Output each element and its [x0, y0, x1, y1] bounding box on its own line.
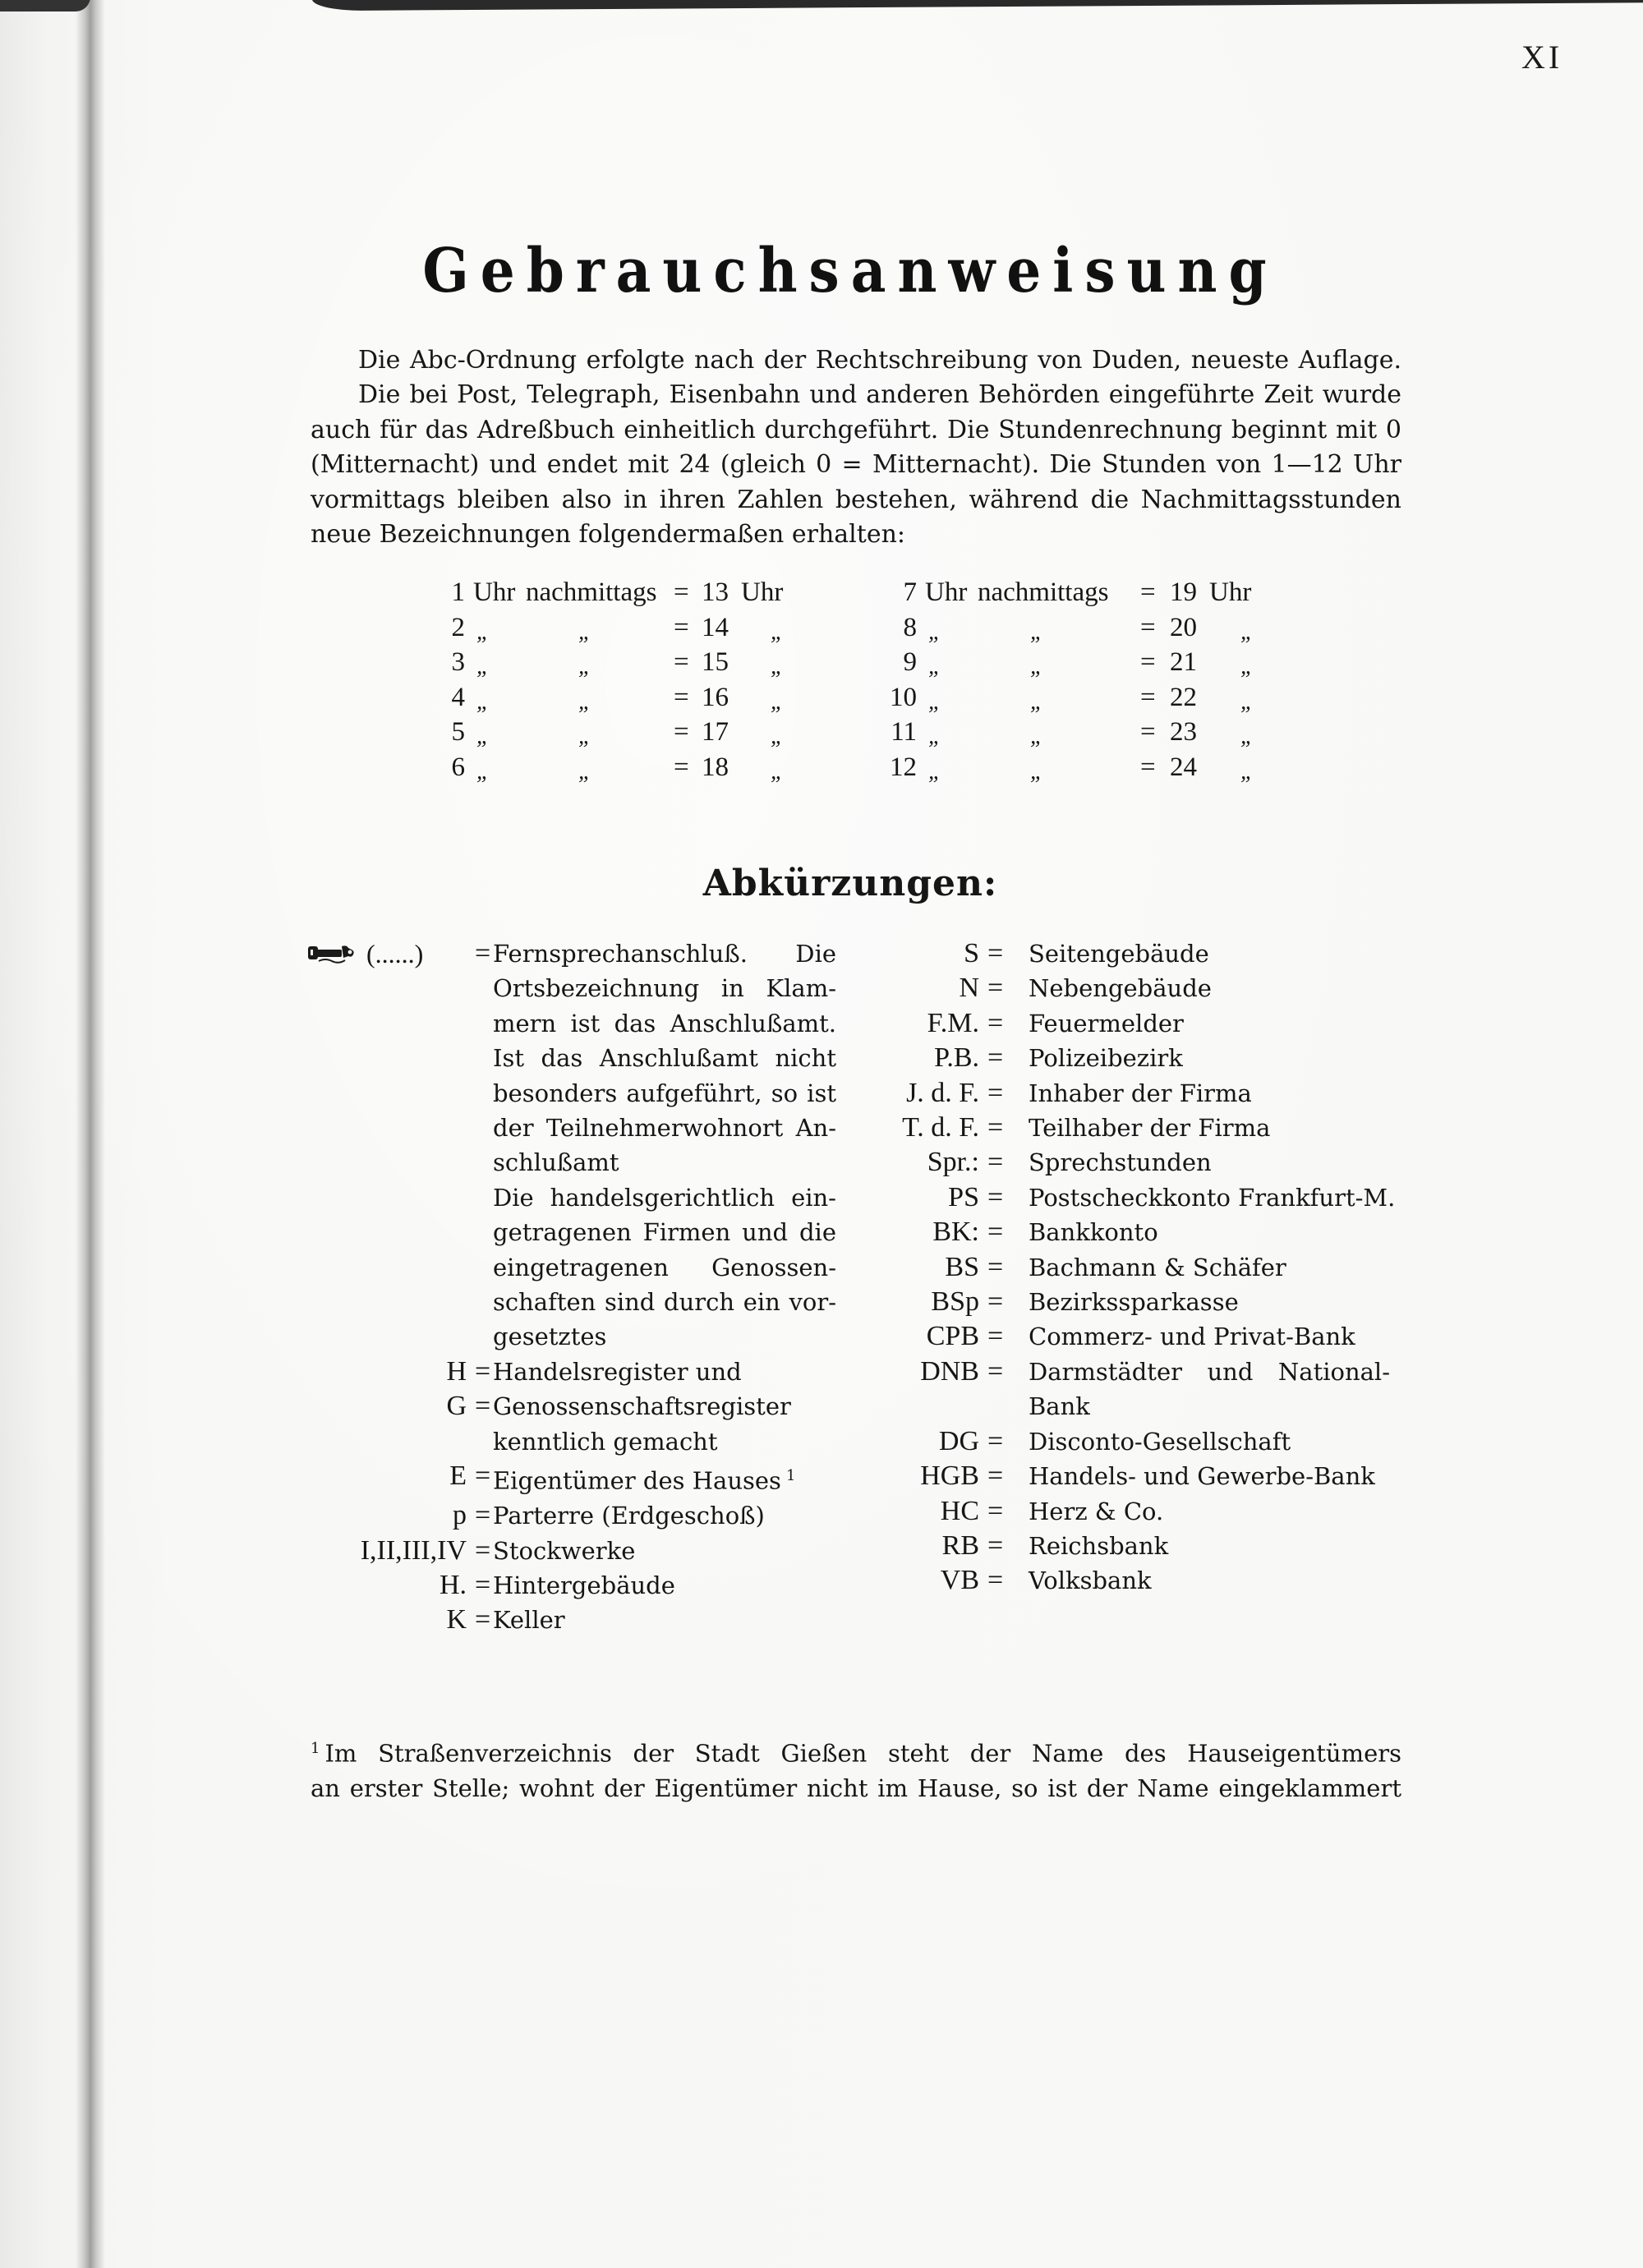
abbreviation-key: p — [453, 1500, 467, 1531]
ditto-mark: „ — [771, 758, 784, 784]
equals: = — [674, 682, 689, 712]
page-corner — [0, 0, 90, 12]
ditto-mark: „ — [928, 688, 941, 715]
abbreviation-meaning: Keller — [493, 1606, 565, 1635]
abbreviation-row — [296, 1568, 838, 1603]
hour: 11 — [891, 717, 917, 748]
equals: = — [987, 1425, 1004, 1456]
text-line: getragenen Firmen und die — [493, 1218, 836, 1247]
abbreviation-row — [296, 1459, 838, 1498]
abbreviation-key: J. d. F. — [906, 1077, 979, 1108]
abbreviation-row — [854, 1215, 1429, 1249]
equals: = — [674, 752, 689, 782]
ditto-mark: „ — [578, 654, 591, 680]
equals: = — [475, 1500, 491, 1531]
ditto-mark: „ — [928, 619, 941, 645]
abbreviation-key: BS — [945, 1251, 979, 1282]
abbreviation-meaning: Feuermelder — [1029, 1009, 1184, 1037]
text-line: Die handelsgerichtlich ein- — [493, 1183, 836, 1212]
hour: 12 — [890, 752, 917, 782]
converted-hour: 13 — [702, 577, 729, 607]
ditto-mark: „ — [771, 654, 784, 680]
hour: 3 — [451, 647, 465, 678]
hour: 4 — [451, 682, 465, 712]
uhr-label: Uhr — [741, 577, 784, 607]
abbreviation-row — [854, 1006, 1429, 1041]
abbreviation-key: DNB — [920, 1355, 979, 1387]
ditto-mark: „ — [1240, 758, 1254, 784]
equals: = — [987, 1530, 1004, 1561]
text-line: besonders aufgeführt, so ist — [493, 1079, 836, 1107]
footnote-mark: 1 — [311, 1740, 320, 1757]
ditto-mark: „ — [578, 688, 591, 715]
abbreviation-key: S — [964, 938, 979, 968]
converted-hour: 14 — [702, 612, 729, 642]
equals: = — [475, 1604, 491, 1635]
ditto-mark: „ — [771, 724, 784, 750]
ditto-mark: „ — [578, 619, 591, 645]
abbreviation-key: BK: — [932, 1217, 979, 1248]
abbreviation-key: K — [446, 1604, 467, 1635]
abbreviation-key: G — [446, 1391, 467, 1422]
equals: = — [674, 577, 689, 607]
text-line: mern ist das Anschlußamt. — [493, 1009, 836, 1037]
equals: = — [1140, 612, 1156, 642]
abbreviation-row — [854, 936, 1429, 971]
telephone-receiver-icon — [307, 943, 357, 966]
abbreviation-meaning: Herz & Co. — [1029, 1497, 1164, 1525]
abbreviation-key: PS — [948, 1181, 979, 1212]
abbreviation-meaning — [493, 1459, 836, 1498]
footnote-reference[interactable]: 1 — [785, 1467, 796, 1485]
hour: 5 — [451, 717, 465, 748]
abbreviation-key: RB — [941, 1530, 979, 1561]
footnote-line — [311, 1732, 1401, 1771]
abbreviation-key: DG — [938, 1425, 979, 1456]
abbreviation-row — [854, 1459, 1429, 1493]
ditto-mark: „ — [1240, 724, 1254, 750]
text-line: gesetztes — [493, 1323, 607, 1351]
hour: 1 — [451, 577, 465, 607]
equals: = — [987, 1042, 1004, 1074]
equals: = — [674, 647, 689, 678]
equals: = — [475, 1355, 491, 1387]
ditto-mark: „ — [578, 724, 591, 750]
abbreviation-key: Spr.: — [927, 1147, 979, 1178]
abbreviation-key: T. d. F. — [902, 1112, 979, 1143]
intro-text — [311, 343, 1401, 552]
equals: = — [987, 1565, 1004, 1596]
abbreviations-heading: Abkürzungen: — [702, 863, 998, 904]
equals: = — [1140, 682, 1156, 712]
abbreviation-meaning: Teilhaber der Firma — [1029, 1114, 1271, 1143]
ditto-mark: „ — [476, 619, 490, 645]
abbreviation-row — [854, 1424, 1429, 1459]
equals: = — [987, 1147, 1004, 1178]
abbreviation-key: H. — [439, 1569, 467, 1600]
converted-hour: 22 — [1170, 682, 1197, 712]
intro-paragraph-1: Die Abc-Ordnung erfolgte nach der Rechtschreibung von Duden, neueste Auflage. — [358, 346, 1401, 375]
footnote-line: an erster Stelle; wohnt der Eigentümer nicht im Hause, so ist der Name eingeklammert — [311, 1773, 1401, 1802]
converted-hour: 17 — [702, 717, 729, 748]
text-line: schlußamt — [493, 1148, 619, 1177]
converted-hour: 19 — [1170, 577, 1197, 607]
abbreviation-meaning: Darmstädter und National-Bank — [1029, 1357, 1390, 1421]
abbreviation-key: N — [959, 973, 979, 1004]
page-top-edge — [0, 0, 1643, 12]
equals: = — [475, 1534, 491, 1566]
abbreviation-row — [854, 1076, 1429, 1111]
text-line: Ortsbezeichnung in Klam- — [493, 974, 836, 1003]
ditto-mark: „ — [578, 758, 591, 784]
abbreviation-row — [854, 1529, 1429, 1563]
abbreviation-meaning: Hintergebäude — [493, 1571, 675, 1599]
afternoon-label: nachmittags — [526, 577, 657, 607]
equals: = — [987, 1181, 1004, 1212]
afternoon-label: nachmittags — [978, 577, 1109, 607]
equals: = — [987, 1286, 1004, 1318]
text-line: eingetragenen Genossen- — [493, 1253, 836, 1281]
abbreviation-meaning: Postscheckkonto Frankfurt-M. — [1029, 1183, 1396, 1212]
abbreviation-row — [854, 1111, 1429, 1145]
page-number: XI — [1521, 39, 1563, 76]
abbreviation-meaning: Sprechstunden — [1029, 1148, 1212, 1177]
meaning-text: Eigentümer des Hauses — [493, 1466, 781, 1495]
abbreviation-row — [854, 1145, 1429, 1180]
abbreviation-key: CPB — [926, 1321, 979, 1352]
equals: = — [475, 1461, 491, 1492]
abbreviation-meaning: Reichsbank — [1029, 1531, 1169, 1560]
text-line: Ist das Anschlußamt nicht — [493, 1044, 836, 1073]
hour: 8 — [903, 612, 917, 642]
abbreviation-key: I,II,III,IV — [360, 1534, 467, 1566]
text-line: schaften sind durch ein vor- — [493, 1288, 836, 1317]
book-binding-shadow — [76, 0, 105, 2268]
converted-hour: 18 — [702, 752, 729, 782]
converted-hour: 20 — [1170, 612, 1197, 642]
abbreviations-right-column — [854, 936, 1429, 1599]
ditto-mark: „ — [928, 724, 941, 750]
abbreviation-key: E — [449, 1461, 467, 1492]
converted-hour: 23 — [1170, 717, 1197, 748]
abbreviation-meaning: Seitengebäude — [1029, 940, 1209, 968]
footnote-text: Im Straßenverzeichnis der Stadt Gießen steht der Name des Hauseigentümers — [324, 1739, 1401, 1768]
abbreviation-meaning: Bezirkssparkasse — [1029, 1288, 1239, 1317]
ditto-mark: „ — [1030, 724, 1043, 750]
hour: 10 — [890, 682, 917, 712]
equals: = — [987, 973, 1004, 1004]
abbreviation-row — [854, 1319, 1429, 1354]
abbreviation-row — [854, 1180, 1429, 1215]
abbreviation-key: H — [446, 1355, 467, 1387]
abbreviation-meaning: Commerz- und Privat-Bank — [1029, 1323, 1355, 1351]
ditto-mark: „ — [928, 654, 941, 680]
intro-paragraph-2: Die bei Post, Telegraph, Eisenbahn und anderen Behörden eingeführte Zeit wurde auch für das Adreßbuch einheitlich durchgeführt. Die Stundenrechnung beginnt mit 0 (Mitternacht) und endet mit 24 (gleich 0 = Mitternacht). Die Stunden von 1—12 Uhr vormittags bleiben also in ihren Zahlen bestehen, während die Nachmittagsstunden neue Bezeichnungen folgendermaßen erhalten: — [311, 380, 1401, 550]
abbreviation-key: BSp — [931, 1286, 979, 1318]
equals: = — [1140, 577, 1156, 607]
abbreviation-meaning: Bankkonto — [1029, 1218, 1158, 1247]
abbreviation-meaning: Handels- und Gewerbe-Bank — [1029, 1462, 1375, 1491]
equals: = — [987, 1461, 1004, 1492]
uhr-label: Uhr — [473, 577, 516, 607]
abbreviation-key: P.B. — [934, 1042, 979, 1074]
equals: = — [475, 1569, 491, 1600]
text-line: Fernsprechanschluß. Die — [493, 940, 836, 968]
hour: 9 — [903, 647, 917, 678]
abbreviation-key: VB — [940, 1565, 979, 1596]
equals: = — [674, 612, 689, 642]
converted-hour: 21 — [1170, 647, 1197, 678]
abbreviation-meaning: Disconto-Gesellschaft — [1029, 1427, 1291, 1456]
abbreviation-meaning: Nebengebäude — [1029, 974, 1212, 1003]
page-title: Gebrauchsanweisung — [422, 234, 1278, 306]
equals: = — [987, 1355, 1004, 1387]
text-line: der Teilnehmerwohnort An- — [493, 1114, 836, 1143]
ditto-mark: „ — [1030, 654, 1043, 680]
abbreviation-key: HGB — [920, 1461, 979, 1492]
ditto-mark: „ — [928, 758, 941, 784]
abbreviation-phone-description — [493, 936, 836, 1355]
ditto-mark: „ — [476, 758, 490, 784]
equals: = — [987, 1112, 1004, 1143]
uhr-label: Uhr — [1209, 577, 1252, 607]
equals: = — [1140, 752, 1156, 782]
ditto-mark: „ — [1240, 619, 1254, 645]
equals: = — [987, 1321, 1004, 1352]
abbreviation-meaning: Bachmann & Schäfer — [1029, 1253, 1286, 1281]
abbreviation-row — [296, 1355, 838, 1389]
abbreviation-phone — [296, 936, 838, 1355]
abbreviation-meaning: Stockwerke — [493, 1536, 636, 1565]
abbreviation-meaning: Polizeibezirk — [1029, 1044, 1183, 1073]
equals: = — [987, 1217, 1004, 1248]
hour: 7 — [903, 577, 917, 607]
footnote — [311, 1732, 1401, 1806]
abbreviation-row — [296, 1603, 838, 1637]
abbreviation-meaning: Inhaber der Firma — [1029, 1079, 1252, 1107]
equals: = — [475, 1391, 491, 1422]
equals: = — [987, 1007, 1004, 1038]
abbreviation-row — [854, 1250, 1429, 1285]
abbreviation-row — [854, 1563, 1429, 1598]
abbreviation-meaning: Parterre (Erdgeschoß) — [493, 1502, 765, 1530]
abbreviation-row — [296, 1389, 838, 1459]
ditto-mark: „ — [771, 619, 784, 645]
abbreviation-row — [296, 1498, 838, 1533]
converted-hour: 16 — [702, 682, 729, 712]
hour: 6 — [451, 752, 465, 782]
phone-number-placeholder: (......) — [366, 939, 424, 968]
uhr-label: Uhr — [925, 577, 968, 607]
ditto-mark: „ — [476, 688, 490, 715]
converted-hour: 24 — [1170, 752, 1197, 782]
abbreviation-row — [296, 1534, 838, 1568]
ditto-mark: „ — [1240, 688, 1254, 715]
abbreviation-row — [854, 971, 1429, 1005]
abbreviation-key: F.M. — [927, 1007, 979, 1038]
equals: = — [987, 1251, 1004, 1282]
abbreviation-meaning: Genossenschaftsregister kenntlich gemacht — [493, 1392, 791, 1456]
equals: = — [475, 938, 491, 968]
ditto-mark: „ — [476, 724, 490, 750]
ditto-mark: „ — [1030, 758, 1043, 784]
equals: = — [987, 1495, 1004, 1526]
abbreviation-row — [854, 1494, 1429, 1529]
converted-hour: 15 — [702, 647, 729, 678]
ditto-mark: „ — [1030, 619, 1043, 645]
equals: = — [674, 717, 689, 748]
abbreviations-left-column — [296, 936, 838, 1638]
abbreviation-row — [854, 1355, 1429, 1424]
ditto-mark: „ — [476, 654, 490, 680]
ditto-mark: „ — [1240, 654, 1254, 680]
ditto-mark: „ — [771, 688, 784, 715]
equals: = — [987, 938, 1004, 968]
equals: = — [1140, 717, 1156, 748]
abbreviation-row — [854, 1041, 1429, 1075]
abbreviation-meaning: Volksbank — [1029, 1566, 1152, 1595]
page-edge-band — [312, 0, 1643, 11]
abbreviation-row — [854, 1285, 1429, 1319]
equals: = — [1140, 647, 1156, 678]
hour: 2 — [451, 612, 465, 642]
equals: = — [987, 1077, 1004, 1108]
ditto-mark: „ — [1030, 688, 1043, 715]
abbreviation-key: HC — [940, 1495, 979, 1526]
abbreviation-meaning: Handelsregister und — [493, 1357, 742, 1386]
